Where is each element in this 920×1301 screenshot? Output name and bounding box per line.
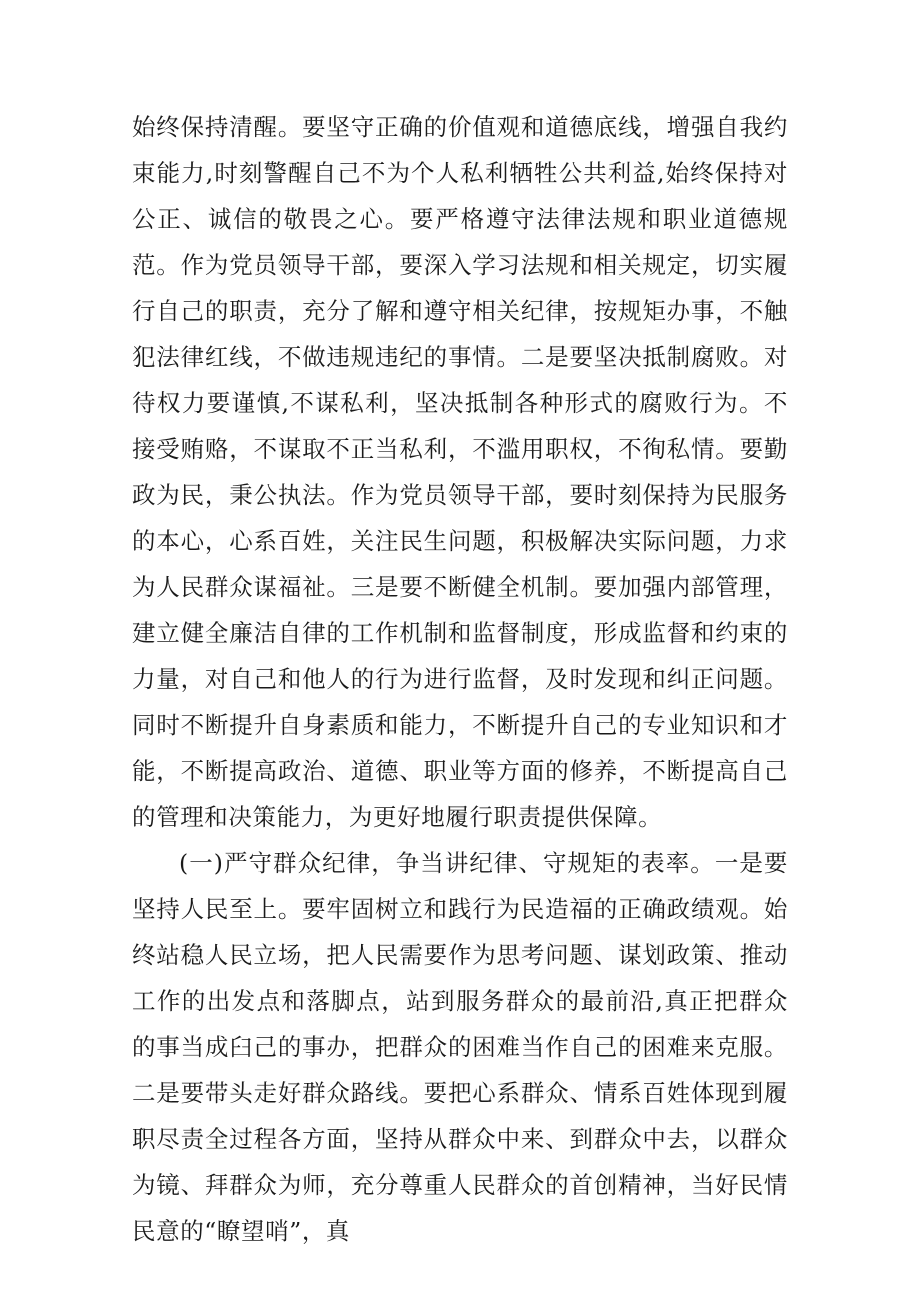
body-paragraph-2: (一)严守群众纪律，争当讲纪律、守规矩的表率。一是要坚持人民至上。要牢固树立和践行为民造福的正确政绩观。始终站稳人民立场，把人民需要作为思考问题、谋划政策、推动工作的出发点和落脚点，站到服务群众的最前沿,真正把群众的事当成臼己的事办，把群众的困难当作自己的困难来克服。二是要带头走好群众路线。要把心系群众、情系百姓体现到履职尽责全过程各方面，坚持从群众中来、到群众中去，以群众为镜、拜群众为师，充分尊重人民群众的首创精神，当好民情民意的“瞭望哨”，真 [132, 849, 788, 1245]
body-paragraph-1: 始终保持清醒。要坚守正确的价值观和道德底线，增强自我约束能力,时刻警醒自己不为个人私利牺牲公共利益,始终保持对公正、诚信的敬畏之心。要严格遵守法律法规和职业道德规范。作为党员领导干部，要深入学习法规和相关规定，切实履行自己的职责，充分了解和遵守相关纪律，按规矩办事，不触犯法律红线，不做违规违纪的事情。二是要坚决抵制腐败。对待权力要谨慎,不谋私利，坚决抵制各种形式的腐败行为。不接受贿赂，不谋取不正当私利，不滥用职权，不徇私情。要勤政为民，秉公执法。作为党员领导干部，要时刻保持为民服务的本心，心系百姓，关注民生问题，积极解决实际问题，力求为人民群众谋福祉。三是要不断健全机制。要加强内部管理，建立健全廉洁自律的工作机制和监督制度，形成监督和约束的力量，对自己和他人的行为进行监督，及时发现和纠正问题。同时不断提升自身素质和能力，不断提升自己的专业知识和才能，不断提高政治、道德、职业等方面的修养，不断提高自己的管理和决策能力，为更好地履行职责提供保障。 [132, 113, 788, 831]
document-page [132, 104, 788, 1254]
